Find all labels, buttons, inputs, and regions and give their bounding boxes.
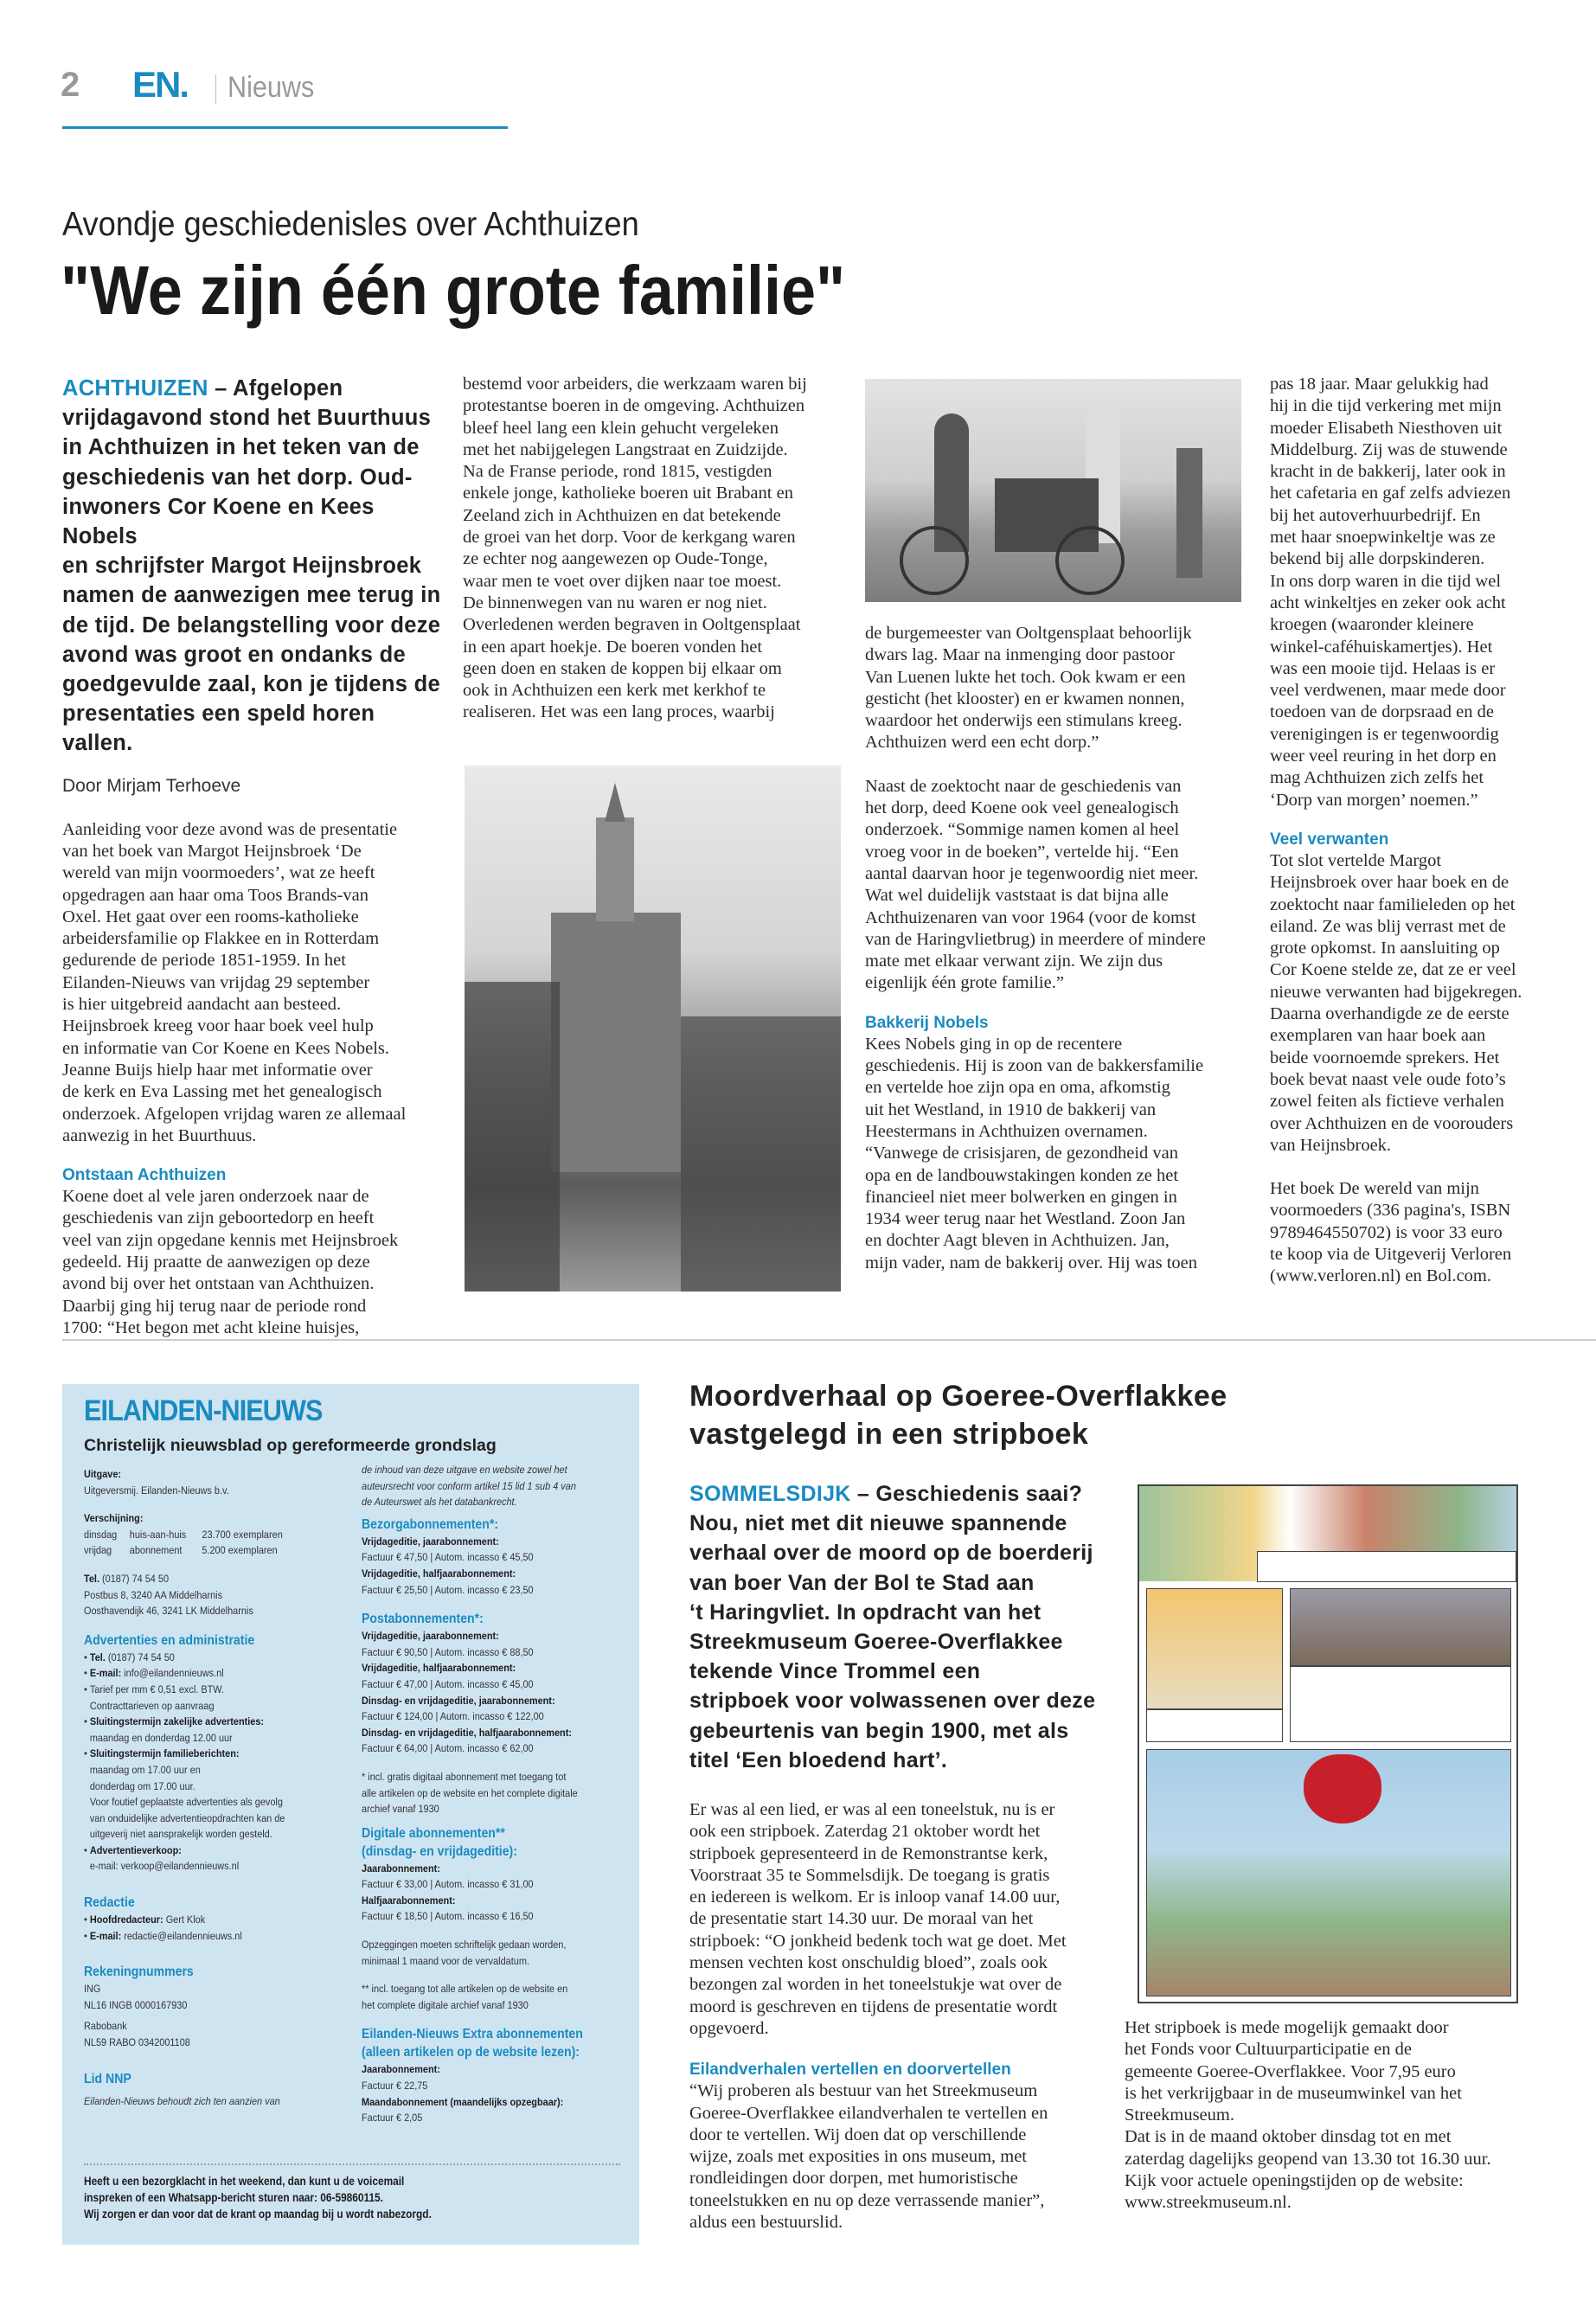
subheading: Bakkerij Nobels xyxy=(865,1013,989,1032)
lead-text: – Geschiedenis saai? Nou, niet met dit nieuwe spannende verhaal over de moord op de boerderij van boer Van der Bol te Stad aan ‘t Haringvliet. In opdracht van het Streekmuseum Goeree-Overflakkee tekende Vince Trommel een stripboek voor volwassenen over deze gebeurtenis van begin 1900, met als titel ‘Een bloedend hart’. xyxy=(689,1482,1096,1772)
price-value: Factuur € 25,50 | Autom. incasso € 23,50 xyxy=(362,1583,534,1596)
postbus: Postbus 8, 3240 AA Middelharnis xyxy=(84,1588,223,1601)
column-1 xyxy=(62,374,452,1339)
lead-text: – Afgelopen vrijdagavond stond het Buurthuus in Achthuizen in het teken van de geschiedenis van het dorp. Oud- inwoners Cor Koene en Kees Nobels en schrijfster Margot Heijnsbroek namen de aanwezigen mee terug in de tijd. De belangstelling voor deze avond was groot en ondanks de goedgevulde zaal, kon je tijdens de presentaties een speld horen vallen. xyxy=(62,376,441,756)
cell: 5.200 exemplaren xyxy=(202,1544,278,1557)
label: Verschijning: xyxy=(84,1512,144,1525)
body-paragraph: Koene doet al vele jaren onderzoek naar de geschiedenis van zijn geboortedorp en heeft veel van zijn opgedane kennis met Heijnsbroek gedeeld. Hij praatte de aanwezigen op deze avond bij over het ontstaan van Achthuizen. Daarbij ging hij terug naar de periode rond 1700: “Het begon met acht kleine huisjes, xyxy=(62,1187,399,1337)
price-label: Vrijdageditie, jaarabonnement: xyxy=(362,1535,499,1548)
footnote: ** incl. toegang tot alle artikelen op de website en het complete digitale archief vanaf 1930 xyxy=(362,1983,568,2011)
column-4 xyxy=(1270,374,1564,1288)
body-paragraph: Er was al een lied, er was al een toneelstuk, nu is er ook een stripboek. Zaterdag 21 oktober wordt het stripboek gepresenteerd in de Remonstrantse kerk, Voorstraat 35 te Sommelsdijk. De toegang is gratis en iedereen is welkom. Er is inloop vanaf 14.00 uur, de presentatie start 14.30 uur. De moraal van het stripboek: “O jonkheid bedenk toch wat ge doet. Met mensen vechten kost onschuldig bloed”, zoals ook bezongen zal worden in het toneelstukje wat over de moord is geschreven en tijdens de presentatie wordt opgevoerd. xyxy=(689,1800,1067,2038)
colophon-right xyxy=(362,1462,628,2126)
footnote: * incl. gratis digitaal abonnement met toegang tot alle artikelen op de website en het complete digitale archief vanaf 1930 xyxy=(362,1770,578,1816)
copyright-text: Eilanden-Nieuws behoudt zich ten aanzien van xyxy=(84,2094,280,2107)
en-logo: EN. xyxy=(132,64,189,105)
column-3 xyxy=(865,623,1263,1274)
label: Hoofdredacteur: xyxy=(89,1913,163,1926)
label: Advertentieverkoop: xyxy=(89,1843,182,1856)
eilanden-nieuws-logo: EILANDEN-NIEUWS xyxy=(84,1394,323,1427)
subheading: Veel verwanten xyxy=(1270,830,1389,849)
header-rule xyxy=(62,126,508,129)
section-label: Nieuws xyxy=(228,71,315,104)
price-label: Vrijdageditie, jaarabonnement: xyxy=(362,1630,499,1643)
account: ING NL16 INGB 0000167930 xyxy=(84,1983,188,2011)
heading: Digitale abonnementen** (dinsdag- en vrijdageditie): xyxy=(362,1825,517,1859)
label: Sluitingstermijn familieberichten: xyxy=(89,1747,240,1760)
price-label: Jaarabonnement: xyxy=(362,2063,440,2076)
copyright-text: de inhoud van deze uitgave en website zowel het auteursrecht voor conform artikel 15 lid 1 sub 4 van de Auteurswet als het databankrecht. xyxy=(362,1464,576,1509)
price-value: Factuur € 33,00 | Autom. incasso € 31,00 xyxy=(362,1878,534,1891)
column-2-text: bestemd voor arbeiders, die werkzaam waren bij protestantse boeren in de omgeving. Achthuizen bleef heel lang een klein gehucht vergeleken met het nabijgelegen Langstraat en Zuidzijde. Na de Franse periode, rond 1815, vestigden enkele jonge, katholieke boeren uit Brabant en Zeeland zich in Achthuizen en dat betekende de groei van het dorp. Voor de kerkgang waren ze echter nog aangewezen op Oude-Tonge, waar men te voet over dijken naar toe moest. De binnenwegen van nu waren er nog niet. Overledenen werden begraven in Ooltgensplaat in een apart hoekje. De boeren vonden het geen doen en staken de koppen bij elkaar om ook in Achthuizen een kerk met kerkhof te realiseren. Het was een lang proces, waarbij xyxy=(463,375,807,722)
value: Uitgeversmij. Eilanden-Nieuws b.v. xyxy=(84,1484,229,1497)
price-list xyxy=(362,2061,628,2125)
section-divider xyxy=(62,1339,1596,1341)
price-label: Vrijdageditie, halfjaarabonnement: xyxy=(362,1662,516,1675)
cell: 23.700 exemplaren xyxy=(202,1528,283,1541)
heading: Eilanden-Nieuws Extra abonnementen (alleen artikelen op de website lezen): xyxy=(362,2027,583,2061)
price-value: Factuur € 22,75 xyxy=(362,2080,428,2093)
church-photo xyxy=(465,766,841,1292)
body-paragraph: de burgemeester van Ooltgensplaat behoorlijk dwars lag. Maar na inmenging door pastoor Van Luenen lukte het toch. Ook kwam er een gesticht (het klooster) en er kwamen nonnen, waardoor het onderwijs een stimulans kreeg. Achthuizen werd een echt dorp.” xyxy=(865,624,1192,753)
cell: abonnement xyxy=(129,1544,183,1557)
price-list xyxy=(362,1628,628,1757)
price-list xyxy=(362,1861,628,1925)
phone: (0187) 74 54 50 xyxy=(105,1650,175,1663)
note: Opzeggingen moeten schriftelijk gedaan worden, minimaal 1 maand voor de vervaldatum. xyxy=(362,1939,567,1967)
cell: huis-aan-huis xyxy=(129,1528,187,1541)
address: Oosthavendijk 46, 3241 LK Middelharnis xyxy=(84,1605,253,1618)
label: Tel. xyxy=(84,1572,99,1585)
price-label: Maandabonnement (maandelijks opzegbaar): xyxy=(362,2095,564,2108)
label: Uitgave: xyxy=(84,1468,122,1480)
price-value: Factuur € 90,50 | Autom. incasso € 88,50 xyxy=(362,1645,534,1658)
price-label: Dinsdag- en vrijdageditie, halfjaarabonnement: xyxy=(362,1726,572,1739)
dotted-divider xyxy=(84,2163,620,2165)
article-kicker: Avondje geschiedenisles over Achthuizen xyxy=(62,206,639,243)
complaint-notice: Heeft u een bezorgklacht in het weekend, dan kunt u de voicemail inspreken of een Whatsapp-bericht sturen naar: 06-59860115. Wij zorgen er dan voor dat de krant op maandag bij u wordt nabezorgd. xyxy=(84,2175,432,2221)
label: Sluitingstermijn zakelijke advertenties: xyxy=(89,1715,265,1728)
price-value: Factuur € 124,00 | Autom. incasso € 122,00 xyxy=(362,1710,544,1723)
article-2-sidebar: Het stripboek is mede mogelijk gemaakt door het Fonds voor Cultuurparticipatie en de gemeente Goeree-Overflakkee. Voor 7,95 euro is het verkrijgbaar in de museumwinkel van het Streekmuseum. Dat is in de maand oktober dinsdag tot en met zaterdag dagelijks geopend van 13.30 tot 16.30 uur. Kijk voor actuele openingstijden op de website: www.streekmuseum.nl. xyxy=(1125,2018,1491,2213)
cell: dinsdag xyxy=(84,1528,118,1541)
dateline: ACHTHUIZEN xyxy=(62,376,208,401)
article-2-lead xyxy=(689,1479,1122,1775)
price-value: Factuur € 47,50 | Autom. incasso € 45,50 xyxy=(362,1551,534,1564)
verschijning-row xyxy=(84,1542,343,1559)
verschijning-table xyxy=(84,1527,343,1559)
subheading: Ontstaan Achthuizen xyxy=(62,1166,227,1185)
article-title: "We zijn één grote familie" xyxy=(61,252,846,329)
account: Rabobank NL59 RABO 0342001108 xyxy=(84,2020,190,2049)
label: Tel. xyxy=(89,1650,106,1663)
price-list xyxy=(362,1534,628,1598)
email-link[interactable]: e-mail: verkoop@eilandennieuws.nl xyxy=(89,1860,240,1873)
colophon-tagline: Christelijk nieuwsblad op gereformeerde grondslag xyxy=(84,1436,497,1455)
article-2-title: Moordverhaal op Goeree-Overflakkee vastgelegd in een stripboek xyxy=(689,1380,1227,1451)
value: maandag en donderdag 12.00 uur xyxy=(89,1731,233,1744)
heading: Bezorgabonnementen*: xyxy=(362,1516,499,1532)
subheading: Eilandverhalen vertellen en doorvertellen xyxy=(689,2061,1011,2080)
comic-page-image xyxy=(1138,1484,1518,2003)
price-label: Vrijdageditie, halfjaarabonnement: xyxy=(362,1567,516,1580)
byline: Door Mirjam Terhoeve xyxy=(62,775,241,796)
phone: (0187) 74 54 50 xyxy=(99,1572,170,1585)
body-paragraph: Aanleiding voor deze avond was de presentatie van het boek van Margot Heijnsbroek ‘De wereld van mijn voormoeders’, wat ze heeft opgedragen aan haar oma Toos Brands-van Oxel. Het gaat over een rooms-katholieke arbeidersfamilie op Flakkee en in Rotterdam gedurende de periode 1851-1959. In het Eilanden-Nieuws van vrijdag 29 september is hier uitgebreid aandacht aan besteed. Heijnsbroek kreeg voor haar boek veel hulp en informatie van Cor Koene en Kees Nobels. Jeanne Buijs hielp haar met informatie over de kerk en Eva Lassing met het genealogisch onderzoek. Afgelopen vrijdag waren ze allemaal aanwezig in het Buurthuus. xyxy=(62,819,407,1145)
heading: Advertenties en administratie xyxy=(84,1632,255,1648)
price-value: Factuur € 64,00 | Autom. incasso € 62,00 xyxy=(362,1742,534,1755)
heading: Rekeningnummers xyxy=(84,1965,194,1980)
page-number: 2 xyxy=(61,66,80,104)
heading: Redactie xyxy=(84,1895,135,1911)
article-2-body xyxy=(689,1799,1113,2234)
body-paragraph: Naast de zoektocht naar de geschiedenis van het dorp, deed Koene ook veel genealogisch onderzoek. “Sommige namen komen al heel vroeg voor in de boeken”, vertelde hij. “Een aantal daarvan hoor je tegenwoordig niet meer. Wat wel duidelijk vaststaat is dat bijna alle Achthuizenaren van voor 1964 (voor de komst van de Haringvlietbrug) in meerdere of mindere mate met elkaar verwant zijn. We zijn dus eigenlijk één grote familie.” xyxy=(865,776,1206,993)
value: Gert Klok xyxy=(163,1913,206,1926)
label: E-mail: xyxy=(89,1667,122,1680)
colophon-left: Uitgave: Uitgeversmij. Eilanden-Nieuws b.v. Verschijning: dinsdag huis-aan-huis 23.700 exemplaren vrijdag abonnement 5.200 exemplaren Tel. (0187) 74 54 50 Postbus 8, 3240 AA Middelharnis Oosthavendijk 46, 3241 LK Middelharnis Advertenties en administratie • Tel. (0187) 74 54 50 • E-mail: info@eilandennieuws.nl • Tarief per mm € 0,51 excl. BTW. Contracttarieven op aanvraag • Sluitingstermijn zakelijke advertenties: maandag en donderdag 12.00 uur • Sluitingstermijn familieberichten: maandag om 17.00 uur en donderdag om 17.00 uur. Voor foutief geplaatste advertenties als gevolg van onduidelijke advertentieopdrachten kan de uitgeverij niet aansprakelijk worden gesteld. • Advertentieverkoop: e-mail: verkoop@eilandennieuws.nl Redactie • Hoofdredacteur: Gert Klok • E-mail: redactie@eilandennieuws.nl Rekeningnummers ING NL16 INGB 0000167930 Rabobank NL59 RABO 0342001108 Lid NNP Eilanden-Nieuws behoudt zich ten aanzien van xyxy=(84,1466,343,2109)
bicycle-photo xyxy=(865,379,1241,602)
label: E-mail: xyxy=(89,1929,122,1942)
price-value: Factuur € 47,00 | Autom. incasso € 45,00 xyxy=(362,1677,534,1690)
price-label: Dinsdag- en vrijdageditie, jaarabonnement: xyxy=(362,1694,555,1707)
body-paragraph: Het boek De wereld van mijn voormoeders (336 pagina's, ISBN 9789464550702) is voor 33 euro te koop via de Uitgeverij Verloren (www.verloren.nl) en Bol.com. xyxy=(1270,1179,1512,1286)
body-paragraph: “Wij proberen als bestuur van het Streekmuseum Goeree-Overflakkee eilandverhalen te vertellen en door te vertellen. Wij doen dat op verschillende wijze, zoals met exposities in ons museum, met rondleidingen door dorpen, met humoristische toneelstukken en nu op deze verrassende manier”, aldus een bestuurslid. xyxy=(689,2081,1048,2233)
email-link[interactable]: info@eilandennieuws.nl xyxy=(121,1667,224,1680)
verschijning-row xyxy=(84,1527,343,1543)
body-paragraph: Tot slot vertelde Margot Heijnsbroek over haar boek en de zoektocht naar familieleden op het eiland. Ze was blij verrast met de grote opkomst. In aansluiting op Cor Koene stelde ze, dat ze er veel nieuwe verwanten had bijgekregen. Daarna overhandigde ze de eerste exemplaren van haar boek aan beide voornoemde sprekers. Het boek bevat naast vele oude foto’s zowel feiten als fictieve verhalen over Achthuizen en de voorouders van Heijnsbroek. xyxy=(1270,850,1522,1155)
tarief: Tarief per mm € 0,51 excl. BTW. Contracttarieven op aanvraag xyxy=(89,1682,224,1712)
header-divider xyxy=(215,74,216,104)
email-link[interactable]: redactie@eilandennieuws.nl xyxy=(121,1929,242,1942)
price-label: Jaarabonnement: xyxy=(362,1862,440,1875)
body-paragraph: Kees Nobels ging in op de recentere geschiedenis. Hij is zoon van de bakkersfamilie en vertelde hoe zijn opa en oma, afkomstig uit het Westland, in 1910 de bakkerij van Heestermans in Achthuizen overnamen. “Vanwege de crisisjaren, de gezondheid van opa en de landbouwstakingen konden ze het financieel niet meer bolwerken en gingen in 1934 weer terug naar het Westland. Zoon Jan en dochter Aagt bleven in Achthuizen. Jan, mijn vader, nam de bakkerij over. Hij was toen xyxy=(865,1034,1204,1272)
heading: Postabonnementen*: xyxy=(362,1612,484,1627)
value: maandag om 17.00 uur en donderdag om 17.00 uur. Voor foutief geplaatste advertenties als gevolg van onduidelijke advertentieopdrachten kan de uitgeverij niet aansprakelijk worden gesteld. xyxy=(89,1763,285,1841)
price-label: Halfjaarabonnement: xyxy=(362,1894,456,1907)
body-paragraph: pas 18 jaar. Maar gelukkig had hij in die tijd verkering met mijn moeder Elisabeth Niesthoven uit Middelburg. Zij was de stuwende kracht in de bakkerij, later ook in het cafetaria en gaf zelfs adviezen bij het autoverhuurbedrijf. En met haar snoepwinkeltje was ze bekend bij alle dorpskinderen. In ons dorp waren in die tijd wel acht winkeltjes en zeker ook acht kroegen (waaronder kleinere winkel-caféhuiskamertjes). Het was een mooie tijd. Helaas is er veel verdwenen, maar mede door toedoen van de dorpsraad en de verenigingen is er tegenwoordig weer veel reuring in het dorp en mag Achthuizen zich zelfs het ‘Dorp van morgen’ noemen.” xyxy=(1270,375,1511,810)
price-value: Factuur € 18,50 | Autom. incasso € 16,50 xyxy=(362,1910,534,1923)
cell: vrijdag xyxy=(84,1544,112,1557)
dateline: SOMMELSDIJK xyxy=(689,1482,851,1506)
price-value: Factuur € 2,05 xyxy=(362,2112,423,2125)
heading: Lid NNP xyxy=(84,2071,131,2086)
